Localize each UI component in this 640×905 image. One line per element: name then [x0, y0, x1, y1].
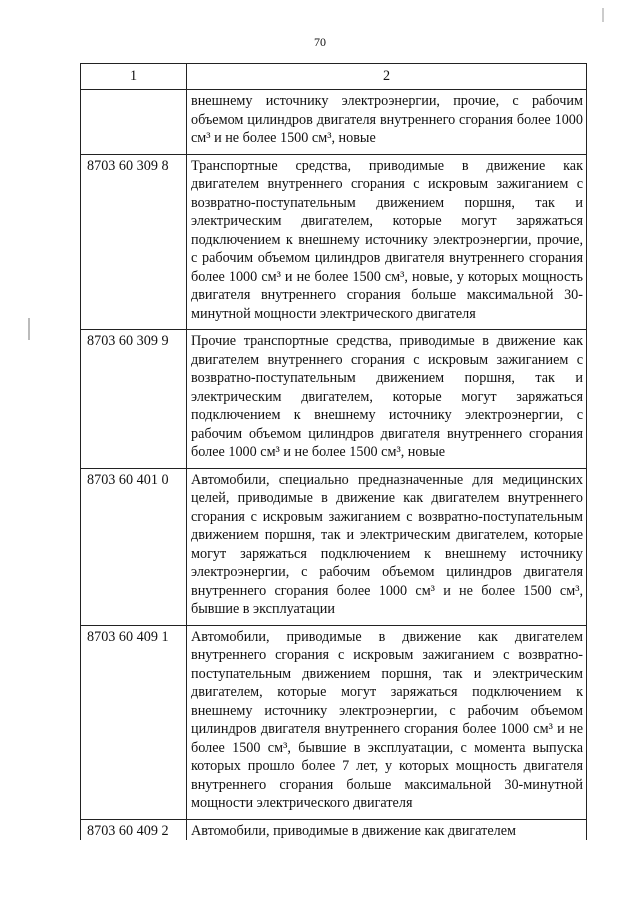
scan-artifact: [28, 318, 30, 340]
table-row: [81, 154, 587, 330]
commodity-code: 8703 60 409 2: [81, 819, 187, 840]
table-row: [81, 90, 587, 155]
column-header-1: 1: [81, 64, 187, 90]
commodity-code: 8703 60 309 9: [81, 330, 187, 469]
commodity-code: [81, 90, 187, 155]
commodity-code: 8703 60 309 8: [81, 154, 187, 330]
commodity-code: 8703 60 401 0: [81, 468, 187, 625]
commodity-description: Прочие транспортные средства, приводимые в движение как двигателем внутреннего сгорания с искровым зажиганием с возвратно-поступательным движением поршня, так и электрическим двигателем, которые могут заряжаться подключением к внешнему источнику электроэнергии, с рабочим объемом цилиндров двигателя внутреннего сгорания более 1000 см³ и не более 1500 см³, новые: [187, 330, 587, 469]
header-row: [81, 64, 587, 90]
commodity-description: Автомобили, специально предназначенные для медицинских целей, приводимые в движение как двигателем внутреннего сгорания с искровым зажиганием с возвратно-поступательным движением поршня, так и электрическим двигателем, которые могут заряжаться подключением к внешнему источнику электроэнергии, с рабочим объемом цилиндров двигателя внутреннего сгорания более 1000 см³ и не более 1500 см³, бывшие в эксплуатации: [187, 468, 587, 625]
commodity-description: Автомобили, приводимые в движение как двигателем внутреннего сгорания с искровым зажиганием с возвратно-поступательным движением поршня, так и электрическим двигателем, которые могут заряжаться подключением к внешнему источнику электроэнергии, с рабочим объемом цилиндров двигателя внутреннего сгорания более 1000 см³ и не более 1500 см³, бывшие в эксплуатации, с момента выпуска которых прошло более 7 лет, у которых мощность двигателя внутреннего сгорания больше максимальной 30-минутной мощности электрического двигателя: [187, 625, 587, 819]
table-row: [81, 330, 587, 469]
scan-artifact: [602, 8, 604, 22]
commodity-description: Автомобили, приводимые в движение как двигателем: [187, 819, 587, 840]
table-row: [81, 468, 587, 625]
column-header-2: 2: [187, 64, 587, 90]
table-row: [81, 625, 587, 819]
tariff-table: [80, 63, 587, 840]
page-number: 70: [314, 35, 326, 49]
commodity-code: 8703 60 409 1: [81, 625, 187, 819]
commodity-description: Транспортные средства, приводимые в движение как двигателем внутреннего сгорания с искровым зажиганием с возвратно-поступательным движением поршня, так и электрическим двигателем, которые могут заряжаться подключением к внешнему источнику электроэнергии, прочие, с рабочим объемом цилиндров двигателя внутреннего сгорания более 1000 см³ и не более 1500 см³, новые, у которых мощность двигателя внутреннего сгорания больше максимальной 30-минутной мощности электрического двигателя: [187, 154, 587, 330]
commodity-description: внешнему источнику электроэнергии, прочие, с рабочим объемом цилиндров двигателя внутреннего сгорания более 1000 см³ и не более 1500 см³, новые: [187, 90, 587, 155]
table-row: [81, 819, 587, 840]
